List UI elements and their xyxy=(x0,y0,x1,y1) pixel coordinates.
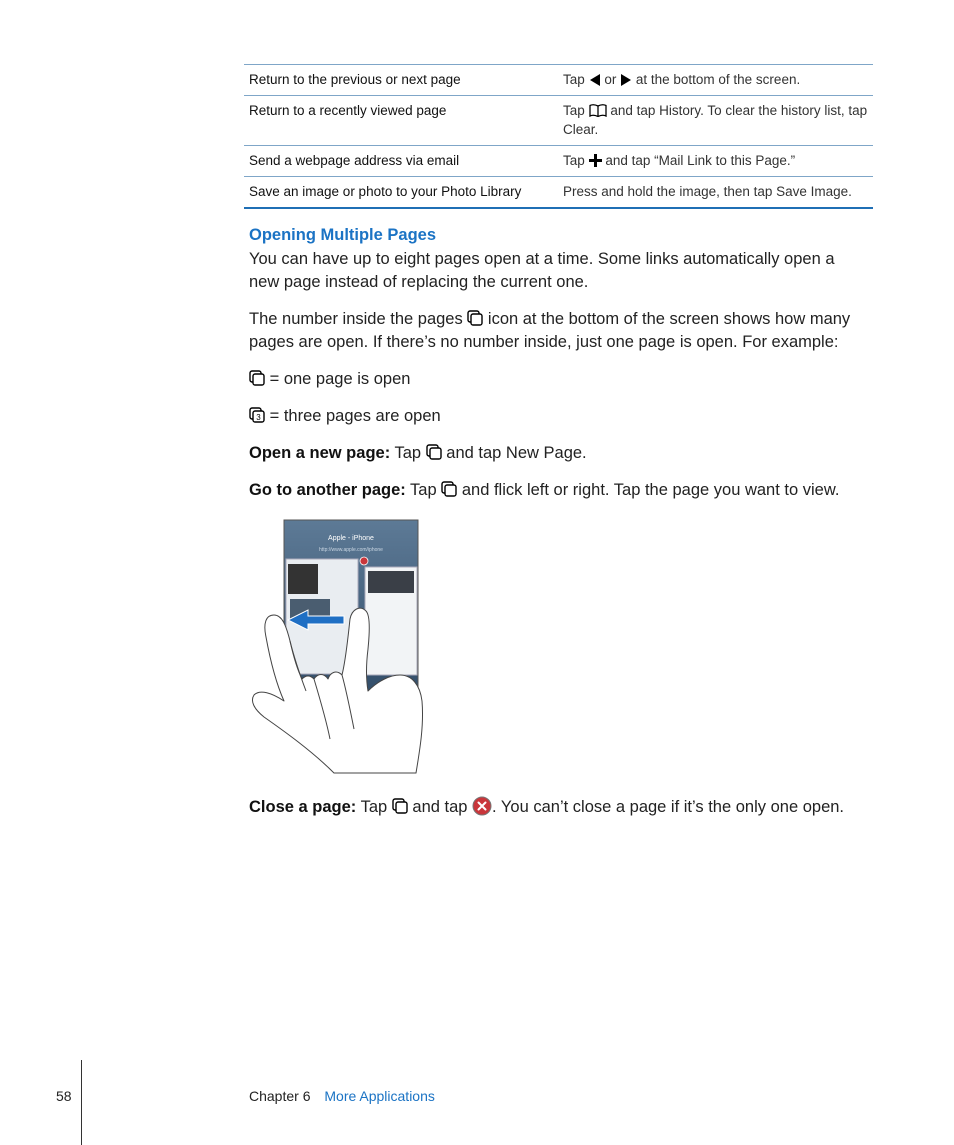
text-tap: Tap xyxy=(563,72,585,87)
footer-chapter xyxy=(249,1088,435,1104)
text: and tap xyxy=(412,798,468,816)
pages-icon xyxy=(441,481,457,497)
text: and tap New Page. xyxy=(446,444,587,462)
bookmarks-icon xyxy=(589,104,607,117)
pages-icon xyxy=(426,444,442,460)
table-cell-how: Press and hold the image, then tap Save Image. xyxy=(558,177,873,209)
table-cell-how xyxy=(558,96,873,146)
text: . You can’t close a page if it’s the only one open. xyxy=(492,798,845,816)
text-or: or xyxy=(604,72,617,87)
pages-count-number: 3 xyxy=(256,413,261,422)
chapter-label: Chapter 6 xyxy=(249,1088,311,1104)
text: Tap xyxy=(360,798,388,816)
table-row xyxy=(244,96,873,146)
page-number: 58 xyxy=(56,1088,72,1104)
paragraph-intro: You can have up to eight pages open at a time. Some links automatically open a new page instead of replacing the current one. xyxy=(249,250,835,291)
screen-title: Apple - iPhone xyxy=(328,535,374,542)
pages-icon xyxy=(392,798,408,814)
screen-url: http://www.apple.com/iphone xyxy=(319,547,383,553)
plus-icon xyxy=(589,154,602,167)
instruction-label: Go to another page: xyxy=(249,481,406,499)
flick-gesture-illustration xyxy=(250,519,465,774)
text-rest: at the bottom of the screen. xyxy=(635,72,801,87)
text: Tap xyxy=(394,444,422,462)
text: = one page is open xyxy=(269,370,411,388)
page-thumbnail-image xyxy=(288,564,318,594)
forward-arrow-icon xyxy=(620,74,632,86)
pages-icon xyxy=(249,370,265,386)
paragraph-pages-icon xyxy=(249,308,869,354)
text: icon at the bottom of the screen shows how many pages are open. If there’s no number inside, just one page is open. For example: xyxy=(249,310,851,351)
instruction-close-page xyxy=(249,796,869,819)
instruction-open-page xyxy=(249,442,869,465)
text-rest: and tap “Mail Link to this Page.” xyxy=(605,153,796,168)
close-x-icon xyxy=(472,796,492,816)
table-cell-action: Return to the previous or next page xyxy=(244,65,558,96)
table-cell-action: Save an image or photo to your Photo Library xyxy=(244,177,558,209)
instruction-go-to-page xyxy=(249,479,869,502)
table-cell-how xyxy=(558,65,873,96)
pages-icon xyxy=(467,310,483,326)
text: = three pages are open xyxy=(269,407,441,425)
table-cell-how xyxy=(558,146,873,177)
example-one-page xyxy=(249,368,869,391)
page-thumbnail-image xyxy=(368,571,414,593)
footer-divider xyxy=(81,1060,82,1145)
table-cell-action: Send a webpage address via email xyxy=(244,146,558,177)
close-page-icon xyxy=(360,557,368,565)
text-rest: and tap History. To clear the history list, tap Clear. xyxy=(563,103,868,137)
text: Tap xyxy=(410,481,437,499)
example-three-pages xyxy=(249,405,869,428)
chapter-title-link[interactable]: More Applications xyxy=(324,1088,435,1104)
pages-three-icon xyxy=(249,407,265,423)
instruction-label: Close a page: xyxy=(249,798,357,816)
section-heading: Opening Multiple Pages xyxy=(249,226,437,244)
table-row xyxy=(244,146,873,177)
back-arrow-icon xyxy=(589,74,601,86)
text: and flick left or right. Tap the page you want to view. xyxy=(461,481,840,499)
text-tap: Tap xyxy=(563,153,585,168)
text: The number inside the pages xyxy=(249,310,463,328)
text-tap: Tap xyxy=(563,103,585,118)
instruction-label: Open a new page: xyxy=(249,444,391,462)
tips-table xyxy=(244,64,873,209)
table-row xyxy=(244,65,873,96)
table-cell-action: Return to a recently viewed page xyxy=(244,96,558,146)
table-row xyxy=(244,177,873,209)
